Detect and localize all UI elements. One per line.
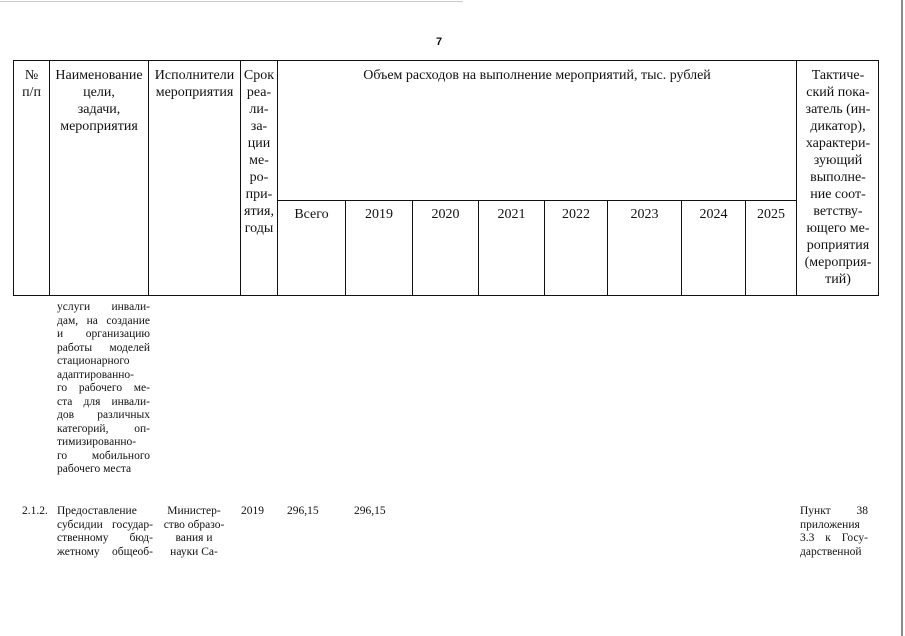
- page-edge: [901, 0, 903, 636]
- header-year-2019: 2019: [365, 207, 393, 222]
- header-expenses-title: Объем расходов на выполнение мероприятий, тыс. рублей: [363, 68, 711, 83]
- header-name: Наименование цели, задачи, мероприятия: [55, 68, 143, 134]
- header-year-2020: 2020: [431, 207, 460, 222]
- header-year-2021: 2021: [497, 207, 526, 222]
- row-executors: Министер- ство образо- вания и науки Са-: [163, 505, 225, 558]
- row-name: Предоставление субсидии государ- ственному бюд- жетному общеоб-: [57, 505, 153, 558]
- row-2019: 296,15: [354, 505, 386, 517]
- top-scan-line: [0, 1, 463, 2]
- page-number: 7: [436, 36, 443, 48]
- header-executors: Исполнители мероприятия: [154, 68, 235, 100]
- header-total: Всего: [294, 207, 329, 222]
- header-term: Срок реа- ли- за- ции ме- ро- при- ятия, годы: [243, 68, 275, 236]
- row-number: 2.1.2.: [22, 505, 48, 517]
- row-total: 296,15: [287, 505, 319, 517]
- row-term: 2019: [241, 505, 264, 517]
- header-number: № п/п: [22, 68, 41, 100]
- header-year-2025: 2025: [757, 207, 785, 222]
- header-year-2024: 2024: [699, 207, 728, 222]
- header-indicator: Тактиче- ский пока- затель (ин- дикатор), характери- зующий выполне- ние соот- ветству- ющего ме- роприятия (мероприя- тий): [804, 68, 872, 287]
- header-year-2023: 2023: [630, 207, 659, 222]
- grid-line: [277, 200, 796, 201]
- table-row-continuation-name: услуги инвали- дам, на создание и организацию работы моделей стационарного адаптированно- го рабочего ме- ста для инвали- дов различных категорий, оп- тимизированно- го мобильного рабочего места: [57, 301, 150, 475]
- grid-line: [277, 60, 278, 296]
- row-indicator: Пункт 38 приложения 3.3 к Госу- дарственной: [800, 505, 868, 558]
- header-year-2022: 2022: [562, 207, 590, 222]
